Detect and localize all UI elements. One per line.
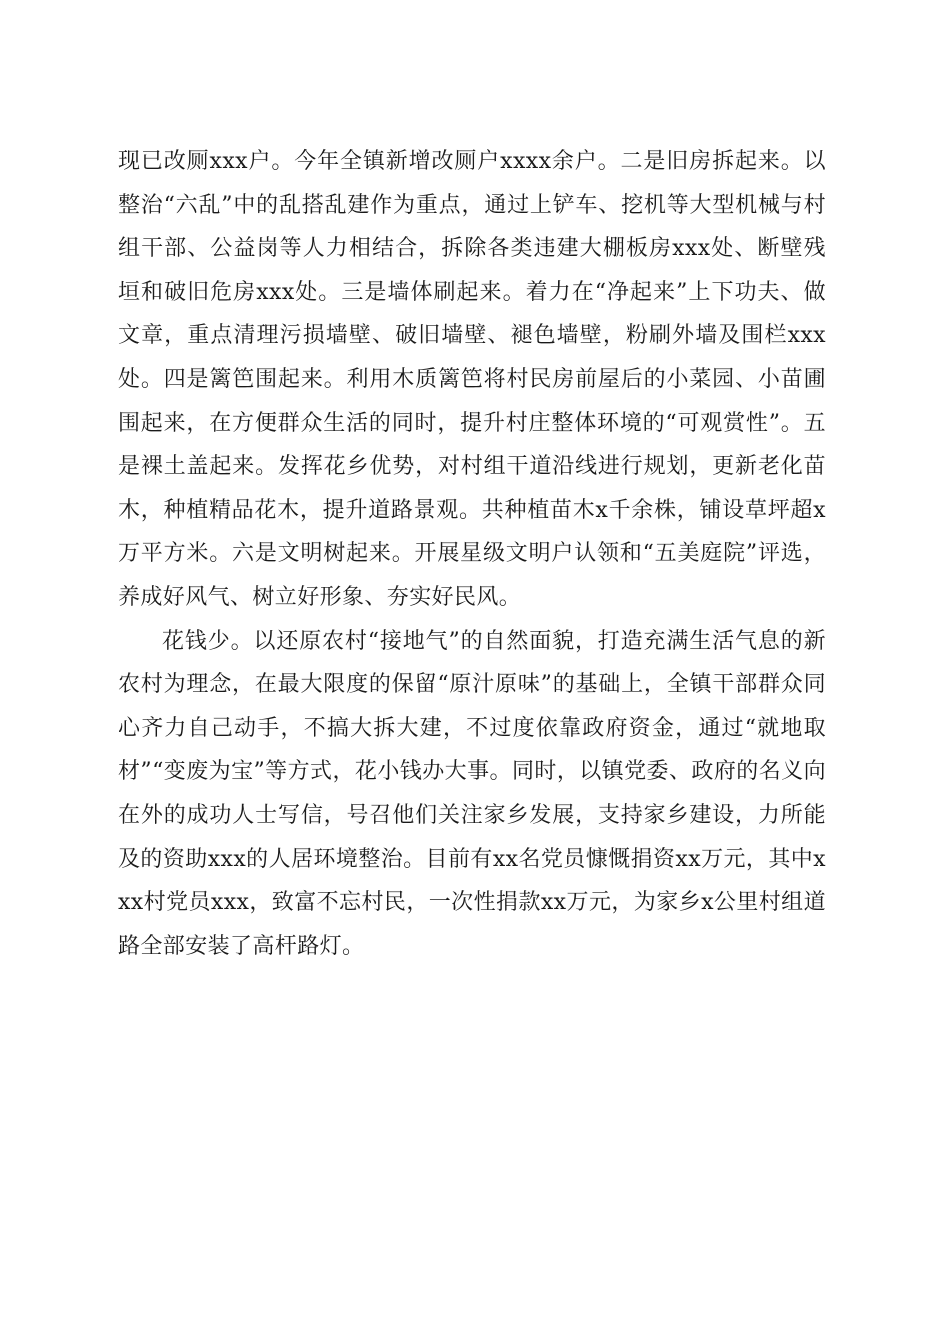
paragraph-continuation: 现已改厕xxx户。今年全镇新增改厕户xxxx余户。二是旧房拆起来。以整治“六乱”中的乱搭乱建作为重点，通过上铲车、挖机等大型机械与村组干部、公益岗等人力相结合，拆除各类违建大棚板房xxx处、断壁残垣和破旧危房xxx处。三是墙体刷起来。着力在“净起来”上下功夫、做文章，重点清理污损墙壁、破旧墙壁、褪色墙壁，粉刷外墙及围栏xxx处。四是篱笆围起来。利用木质篱笆将村民房前屋后的小菜园、小苗圃围起来，在方便群众生活的同时，提升村庄整体环境的“可观赏性”。五是裸土盖起来。发挥花乡优势，对村组干道沿线进行规划，更新老化苗木，种植精品花木，提升道路景观。共种植苗木x千余株，铺设草坪超x万平方米。六是文明树起来。开展星级文明户认领和“五美庭院”评选，养成好风气、树立好形象、夯实好民风。 (118, 149, 826, 610)
paragraph-spend-less: 花钱少。以还原农村“接地气”的自然面貌，打造充满生活气息的新农村为理念，在最大限度的保留“原汁原味”的基础上，全镇干部群众同心齐力自己动手，不搞大拆大建，不过度依靠政府资金，通过“就地取材”“变废为宝”等方式，花小钱办大事。同时，以镇党委、政府的名义向在外的成功人士写信，号召他们关注家乡发展，支持家乡建设，力所能及的资助xxx的人居环境整治。目前有xx名党员慷慨捐资xx万元，其中xxx村党员xxx，致富不忘村民，一次性捐款xx万元，为家乡x公里村组道路全部安装了高杆路灯。 (118, 628, 826, 959)
document-body (118, 140, 826, 968)
